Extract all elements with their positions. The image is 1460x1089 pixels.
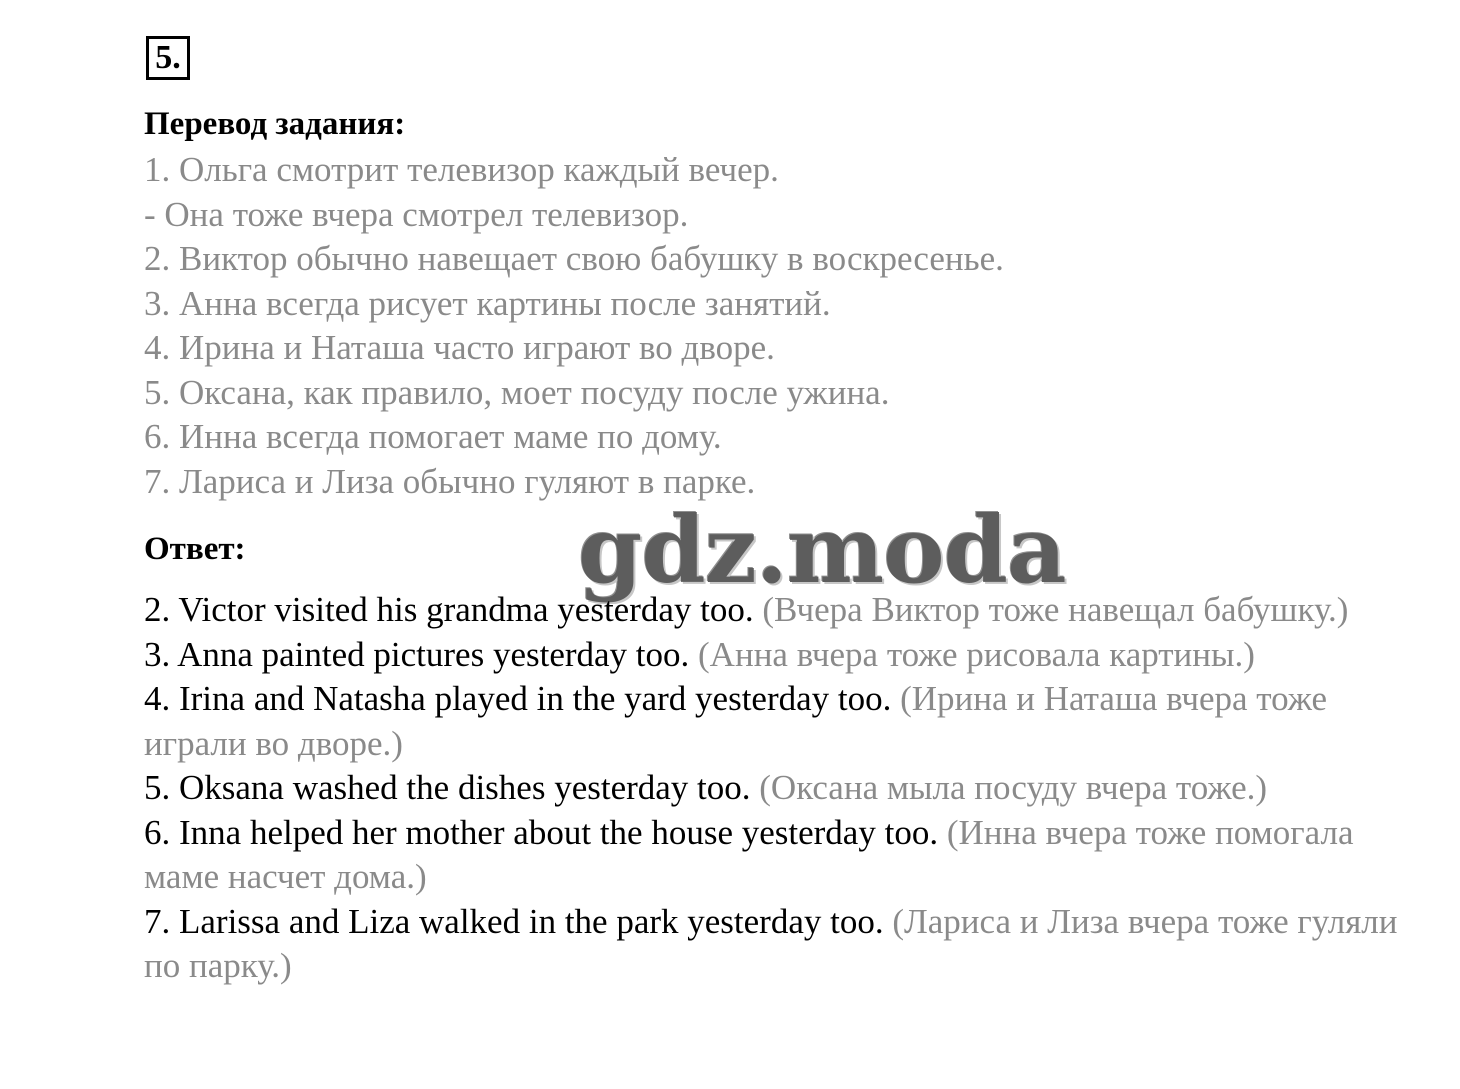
answer-english: 4. Irina and Natasha played in the yard yesterday too.	[144, 679, 892, 718]
answer-english: 2. Victor visited his grandma yesterday too.	[144, 590, 754, 629]
answer-list	[144, 588, 1414, 989]
answer-russian: (Инна вчера тоже помогала маме насчет дома.)	[144, 812, 1354, 896]
answer-russian: (Анна вчера тоже рисовала картины.)	[698, 634, 1255, 674]
answer-english: 7. Larissa and Liza walked in the park yesterday too.	[144, 901, 884, 941]
translation-line: 2. Виктор обычно навещает свою бабушку в воскресенье.	[144, 239, 1004, 278]
translation-line: - Она тоже вчера смотрел телевизор.	[144, 194, 689, 234]
answer-english: 3. Anna painted pictures yesterday too.	[144, 634, 690, 674]
answer-english: 5. Oksana washed the dishes yesterday too.	[144, 768, 751, 807]
translation-line: 4. Ирина и Наташа часто играют во дворе.	[144, 328, 775, 367]
translation-list	[144, 148, 1004, 504]
answer-russian: (Вчера Виктор тоже навещал бабушку.)	[762, 590, 1349, 629]
answer-heading: Ответ:	[144, 531, 246, 567]
translation-line: 1. Ольга смотрит телевизор каждый вечер.	[144, 150, 779, 189]
answer-russian: (Ирина и Наташа вчера тоже играли во дворе.)	[144, 679, 1328, 763]
answer-item	[144, 588, 1414, 633]
answer-item	[144, 811, 1414, 900]
answer-item	[144, 766, 1414, 811]
task-number: 5.	[146, 36, 190, 80]
answer-item	[144, 677, 1414, 766]
answer-item	[144, 633, 1414, 678]
translation-line: 3. Анна всегда рисует картины после занятий.	[144, 283, 831, 323]
translation-heading: Перевод задания:	[144, 106, 406, 142]
translation-line: 6. Инна всегда помогает маме по дому.	[144, 417, 722, 456]
translation-line: 7. Лариса и Лиза обычно гуляют в парке.	[144, 461, 756, 501]
answer-item	[144, 900, 1414, 989]
answer-english: 6. Inna helped her mother about the house yesterday too.	[144, 812, 939, 852]
answer-russian: (Оксана мыла посуду вчера тоже.)	[759, 768, 1268, 807]
answer-russian: (Лариса и Лиза вчера тоже гуляли по парку.)	[144, 901, 1398, 985]
translation-line: 5. Оксана, как правило, моет посуду после ужина.	[144, 372, 890, 412]
watermark-logo: gdz.moda	[578, 496, 1066, 604]
